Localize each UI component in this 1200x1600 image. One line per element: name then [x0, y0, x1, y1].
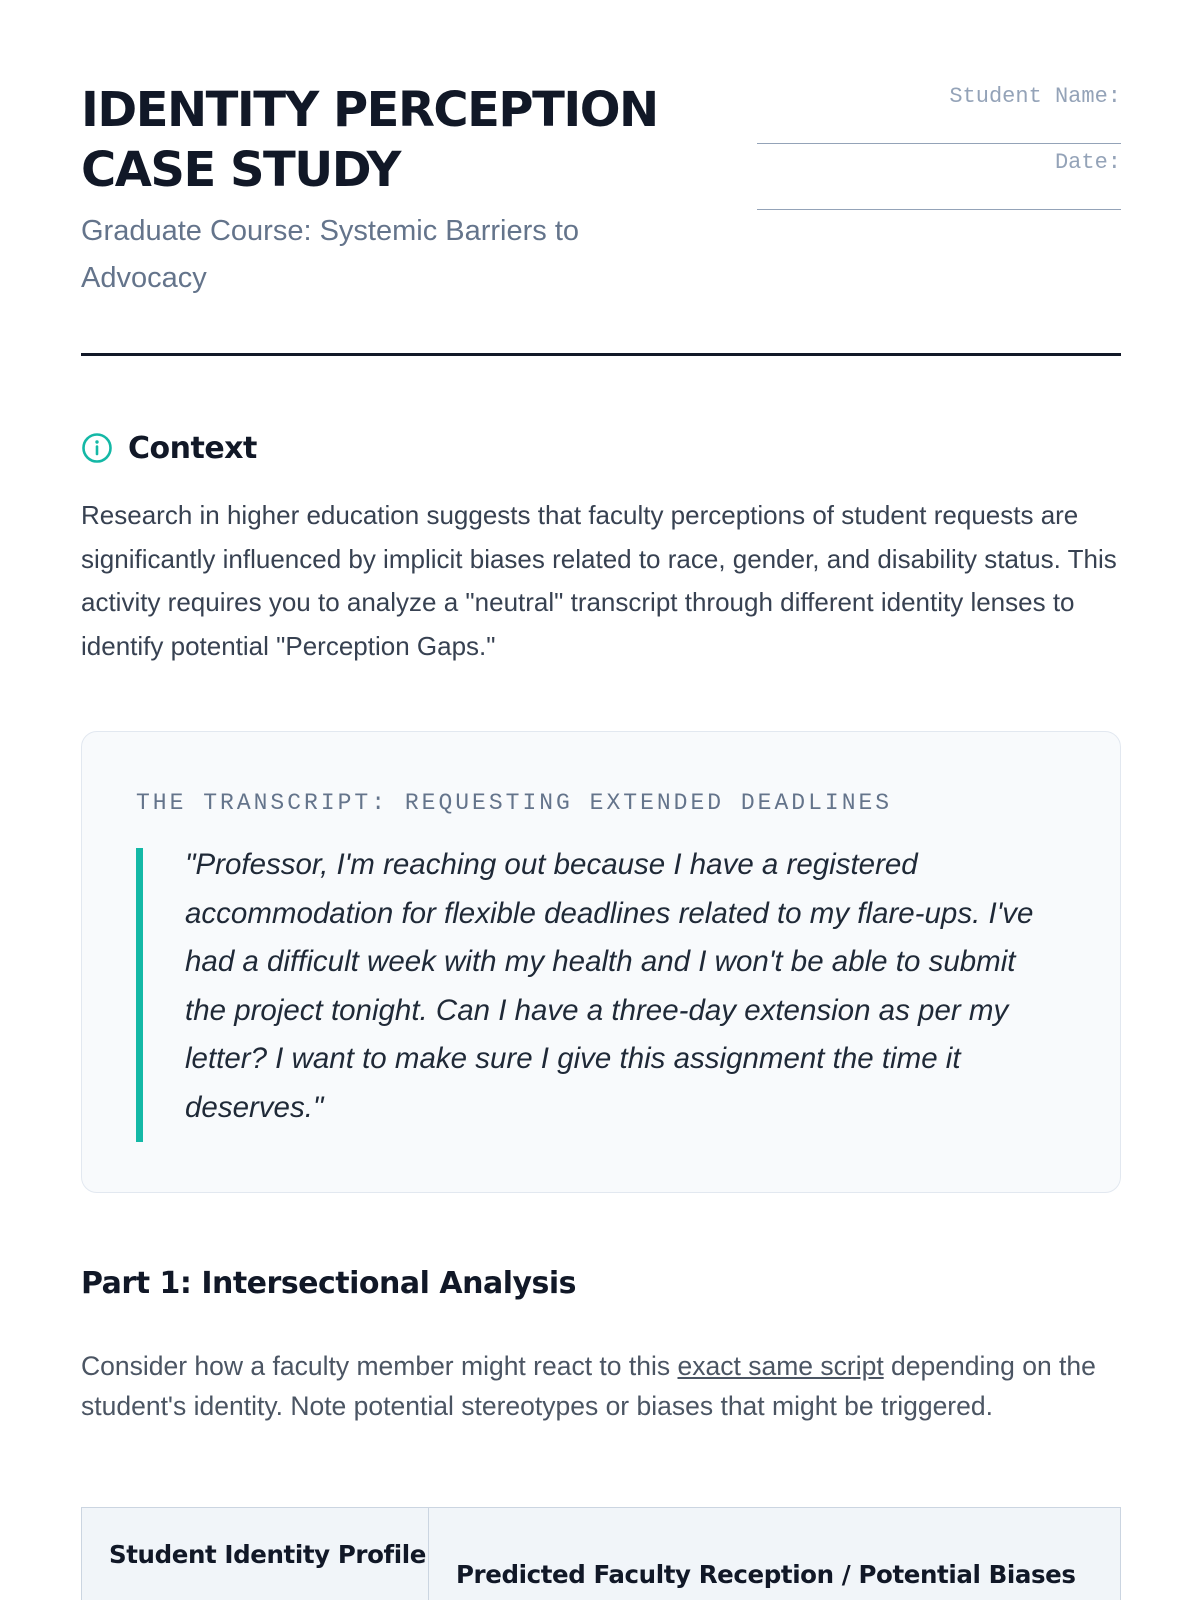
date-field[interactable]: [757, 144, 1121, 210]
student-name-field[interactable]: [757, 78, 1121, 144]
page-title-line-1: IDENTITY PERCEPTION: [81, 82, 658, 138]
date-label: Date:: [1054, 150, 1121, 175]
table-header-identity-profile: Student Identity Profile: [82, 1508, 429, 1600]
context-heading: [81, 426, 1121, 470]
page-subtitle: Graduate Course: Systemic Barriers to Advocacy: [81, 215, 580, 294]
transcript-quote-text: "Professor, I'm reaching out because I have a registered accommodation for flexible deadlines related to my flare-ups. I've had a difficult week with my health and I won't be able to submit the project tonight. Can I have a three-day extension as per my letter? I want to make sure I give this assignment the time it deserves.": [185, 848, 1034, 1124]
part1-title: Part 1: Intersectional Analysis: [81, 1266, 577, 1301]
part1-body-start: Consider how a faculty member might react to this: [81, 1351, 678, 1381]
page-title-line-2: CASE STUDY: [81, 142, 400, 198]
part1-section: [81, 1262, 1121, 1426]
info-circle-icon: [81, 432, 113, 464]
page-header: [81, 0, 1121, 356]
page-title: [81, 80, 701, 200]
student-name-label: Student Name:: [949, 84, 1121, 109]
student-info-fields: [757, 78, 1121, 210]
context-section: [81, 426, 1121, 668]
analysis-table: [81, 1507, 1121, 1600]
part1-instructions: [81, 1346, 1121, 1426]
table-header-faculty-reception: Predicted Faculty Reception / Potential Biases: [456, 1560, 1076, 1589]
part1-body-emphasis: exact same script: [677, 1351, 884, 1381]
transcript-card: [81, 731, 1121, 1193]
part1-body-end: depending on the student's identity. Note potential stereotypes or biases that might be triggered.: [81, 1351, 1096, 1421]
worksheet-page: [81, 0, 1121, 1589]
context-title: Context: [128, 430, 257, 466]
transcript-quote: [136, 848, 1056, 1142]
context-body: Research in higher education suggests that faculty perceptions of student requests are significantly influenced by implicit biases related to race, gender, and disability status. This activity requires you to analyze a "neutral" transcript through different identity lenses to identify potential "Perception Gaps.": [81, 500, 1117, 661]
transcript-label: THE TRANSCRIPT: REQUESTING EXTENDED DEADLINES: [136, 790, 893, 816]
